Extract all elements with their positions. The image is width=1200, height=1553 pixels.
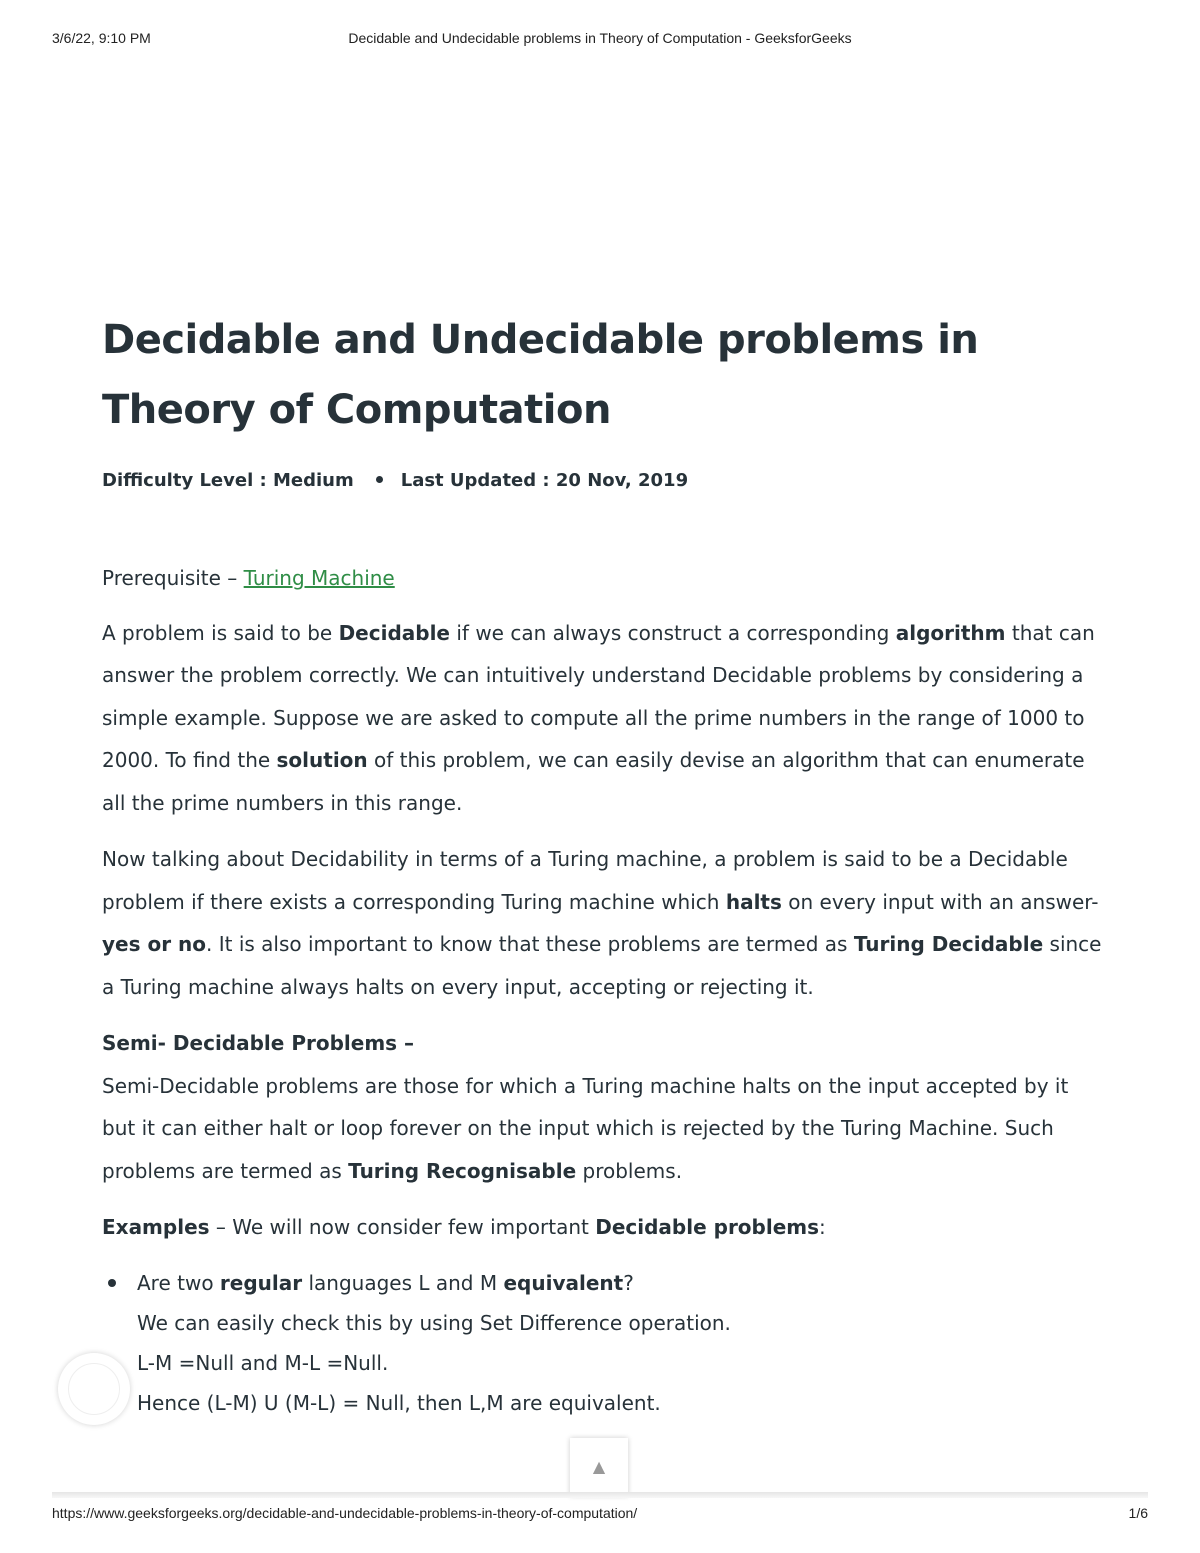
- article-title-line-2: Theory of Computation: [102, 387, 611, 433]
- turing-machine-link[interactable]: Turing Machine: [243, 566, 395, 590]
- paragraph-semi-decidable: [102, 1065, 1102, 1193]
- text-run: that can answer the problem correctly. We can intuitively understand Decidable problems by considering a simple example. Suppose we are asked to compute all the prime numbers in the range of 1000 to 2000. To find the: [102, 620, 1095, 772]
- article-title: [102, 305, 1102, 445]
- bold-run: Decidable: [338, 620, 450, 645]
- bold-run: regular: [219, 1270, 303, 1295]
- text-run: . It is also important to know that these problems are termed as: [206, 932, 854, 956]
- article-content: [102, 557, 1102, 1423]
- examples-list: [102, 1263, 1102, 1423]
- print-url: https://www.geeksforgeeks.org/decidable-and-undecidable-problems-in-theory-of-computation/: [52, 1505, 638, 1521]
- paragraph-turing-decidable: [102, 838, 1102, 1008]
- page-divider: [52, 1492, 1148, 1498]
- text-run: :: [819, 1215, 826, 1239]
- circle-icon: [68, 1363, 120, 1415]
- text-run: – We will now consider few important: [209, 1215, 596, 1239]
- example-line: Hence (L-M) U (M-L) = Null, then L,M are equivalent.: [137, 1390, 661, 1415]
- bold-run: yes or no: [102, 932, 207, 956]
- updated-label: Last Updated :: [400, 470, 556, 491]
- article: [102, 305, 1102, 1423]
- paragraph-decidable-intro: [102, 612, 1102, 825]
- difficulty-label: Difficulty Level :: [102, 470, 273, 491]
- text-run: Are two: [137, 1270, 220, 1295]
- bold-run: Turing Decidable: [853, 932, 1044, 956]
- text-run: on every input with an answer-: [781, 889, 1099, 914]
- text-run: Now talking about Decidability in terms of a Turing machine, a problem is said to be a Decidable problem if there exists a corresponding Turing machine which: [102, 847, 1068, 914]
- bold-run: halts: [725, 889, 782, 914]
- paragraph-examples-intro: [102, 1206, 1102, 1249]
- floating-circle-button[interactable]: [58, 1353, 130, 1425]
- text-run: ?: [623, 1270, 634, 1295]
- semi-decidable-heading: Semi- Decidable Problems –: [102, 1031, 415, 1055]
- print-footer: [52, 1505, 1148, 1525]
- text-run: languages L and M: [302, 1270, 504, 1295]
- bold-run: Turing Recognisable: [348, 1158, 577, 1183]
- text-run: of this problem, we can easily devise an algorithm that can enumerate all the prime numbers in this range.: [102, 748, 1085, 815]
- text-run: problems.: [576, 1158, 683, 1183]
- bold-run: equivalent: [503, 1270, 624, 1295]
- text-run: if we can always construct a corresponding: [450, 620, 896, 645]
- bold-run: Decidable problems: [595, 1215, 820, 1239]
- bold-run: algorithm: [895, 620, 1006, 645]
- list-item: [102, 1263, 1102, 1423]
- prerequisite-label: Prerequisite –: [102, 566, 244, 590]
- print-doc-title: Decidable and Undecidable problems in Theory of Computation - GeeksforGeeks: [348, 30, 852, 46]
- article-title-line-1: Decidable and Undecidable problems in: [102, 317, 979, 363]
- print-page-number: 1/6: [1128, 1505, 1148, 1521]
- print-datetime: 3/6/22, 9:10 PM: [52, 30, 151, 46]
- difficulty-value: Medium: [272, 470, 354, 491]
- example-line: L-M =Null and M-L =Null.: [137, 1350, 389, 1375]
- example-question: [137, 1263, 1102, 1303]
- scroll-to-top-button[interactable]: [570, 1438, 628, 1496]
- bold-run: solution: [276, 748, 368, 772]
- up-arrow-icon: ▲: [592, 1457, 606, 1476]
- article-meta: [102, 469, 1102, 493]
- meta-separator-dot: [376, 476, 383, 483]
- text-run: A problem is said to be: [102, 620, 339, 645]
- text-run: since a Turing machine always halts on every input, accepting or rejecting it.: [102, 932, 1102, 999]
- prerequisite-line: [102, 557, 1102, 600]
- print-header: [52, 30, 1148, 50]
- updated-value: 20 Nov, 2019: [555, 470, 689, 491]
- text-run: Semi-Decidable problems are those for which a Turing machine halts on the input accepted by it but it can either halt or loop forever on the input which is rejected by the Turing Machine. Such problems are termed as: [102, 1073, 1069, 1183]
- example-line: We can easily check this by using Set Difference operation.: [137, 1310, 731, 1335]
- bold-run: Examples: [102, 1215, 210, 1239]
